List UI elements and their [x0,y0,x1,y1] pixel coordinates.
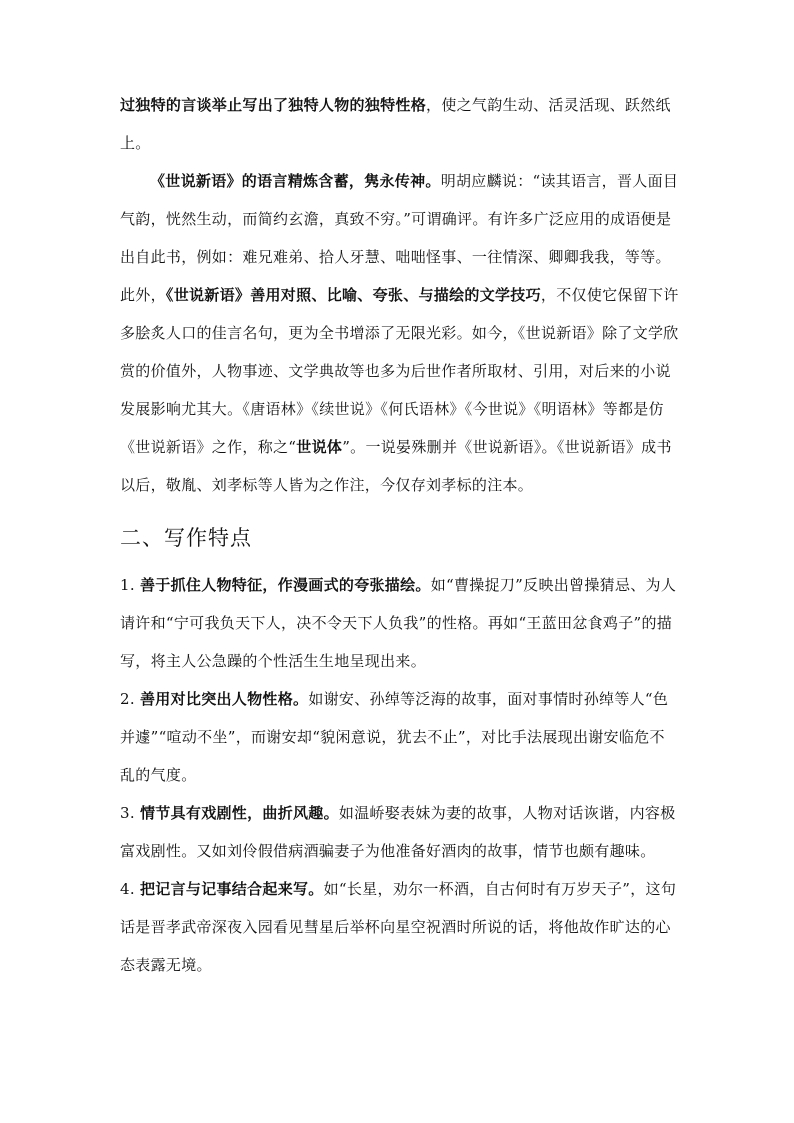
list-item [120,566,680,680]
section-heading: 二、写作特点 [120,526,252,550]
list-item [120,794,680,870]
language-text-1: 明胡应麟说：“读其语言，晋人面目气韵，恍然生动，而简约玄澹，真致不穷。”可谓确评。有许多广泛应用的成语便是出自此书，例如：难兄难弟、拾人牙慧、咄咄怪事、一往情深、卿卿我我，等等。此外， [120,172,679,304]
language-text-3: ”。一说晏殊删并《世说新语》。《世说新语》成书以后，敬胤、刘孝标等人皆为之作注，今仅存刘孝标的注本。 [120,438,672,494]
item-text: 如“长星，劝尔一杯酒，自古何时有万岁天子”，这句话是晋孝武帝深夜入园看见彗星后举杯向星空祝酒时所说的话，将他故作旷达的心态表露无境。 [120,880,677,974]
list-item [120,870,680,984]
document-body [120,86,680,984]
language-bold-1: 《世说新语》的语言精炼含蓄，隽永传神。 [150,172,441,190]
language-text-2: ，不仅使它保留下许多脍炙人口的佳言名句，更为全书增添了无限光彩。如今，《世说新语》除了文学欣赏的价值外，人物事迹、文学典故等也多为后世作者所取材、引用，对后来的小说发展影响尤其大。《唐语林》《续世说》《何氏语林》《今世说》《明语林》等都是仿《世说新语》之作，称之“ [120,286,679,456]
item-bold-text: 善用对比突出人物性格。 [140,690,309,708]
item-bold-text: 情节具有戏剧性，曲折风趣。 [140,804,339,822]
list-item [120,680,680,794]
language-bold-3: 世说体 [296,438,343,456]
item-bold-text: 善于抓住人物特征，作漫画式的夸张描绘。 [140,576,431,594]
language-paragraph [120,162,680,504]
language-bold-2: 《世说新语》善用对照、比喻、夸张、与描绘的文学技巧 [165,286,541,304]
item-bold-text: 把记言与记事结合起来写。 [140,880,324,898]
item-text: 如“曹操捉刀”反映出曾操猜忌、为人请许和“宁可我负天下人，决不令天下人负我”的性格。再如“王蓝田忿食鸡子”的描写，将主人公急躁的个性活生生地呈现出来。 [120,576,677,670]
item-number: 4. [120,880,135,898]
intro-paragraph [120,86,680,162]
item-number: 2. [120,690,135,708]
intro-text: ，使之气韵生动、活灵活现、跃然纸上。 [120,96,671,152]
item-text: 如温峤娶表妹为妻的故事，人物对话诙谐，内容极富戏剧性。又如刘伶假借病酒骗妻子为他准备好酒肉的故事，情节也颇有趣味。 [120,804,676,860]
item-text: 如谢安、孙绰等泛海的故事，面对事情时孙绰等人“色并遽”“喧动不坐”，而谢安却“貌闲意说，犹去不止”，对比手法展现出谢安临危不乱的气度。 [120,690,669,784]
item-number: 3. [120,804,135,822]
intro-bold-text: 过独特的言谈举止写出了独特人物的独特性格 [120,96,427,114]
item-number: 1. [120,576,135,594]
